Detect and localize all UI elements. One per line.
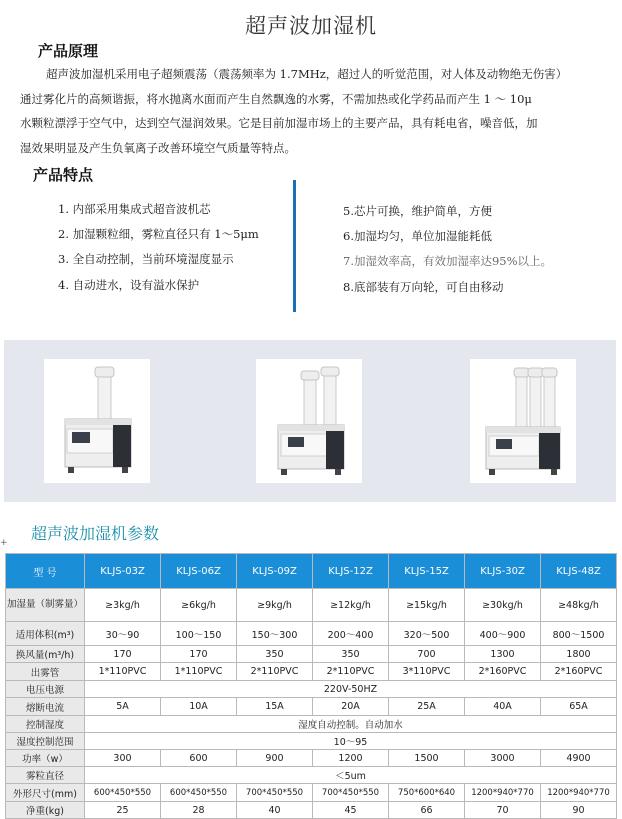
spec-cell: 900 xyxy=(237,750,313,767)
spec-cell: 800～1500 xyxy=(541,622,617,646)
spec-cell: 170 xyxy=(161,646,237,663)
spec-cell-merged: ＜5um xyxy=(85,767,617,784)
spec-row-label: 功率（w） xyxy=(6,750,85,767)
spec-cell: 3*110PVC xyxy=(389,663,465,681)
feature-item-5: 5.芯片可换，维护简单，方便 xyxy=(343,204,492,218)
spec-cell: 40A xyxy=(465,698,541,716)
table-move-handle[interactable]: + xyxy=(0,538,8,548)
principle-line: 湿效果明显及产生负氧离子改善环境空气质量等特点。 xyxy=(20,140,296,155)
spec-cell: 65A xyxy=(541,698,617,716)
feature-item-6: 6.加湿均匀，单位加湿能耗低 xyxy=(343,229,492,243)
spec-cell: 700*450*550 xyxy=(313,784,389,802)
spec-cell: 170 xyxy=(85,646,161,663)
spec-cell: 150～300 xyxy=(237,622,313,646)
feature-item-4: 4. 自动进水，设有溢水保护 xyxy=(58,278,200,292)
table-row xyxy=(6,622,617,646)
page-title: 超声波加湿机 xyxy=(245,14,377,38)
spec-cell: 2*110PVC xyxy=(313,663,389,681)
spec-cell: ≥9kg/h xyxy=(237,589,313,622)
feature-item-2: 2. 加湿颗粒细，雾粒直径只有 1～5μm xyxy=(58,227,259,241)
spec-cell: 10A xyxy=(161,698,237,716)
spec-cell: 90 xyxy=(541,802,617,819)
table-row xyxy=(6,733,617,750)
spec-cell: 4900 xyxy=(541,750,617,767)
spec-cell: 2*160PVC xyxy=(465,663,541,681)
spec-cell: 66 xyxy=(389,802,465,819)
spec-cell: 600*450*550 xyxy=(161,784,237,802)
spec-header-model: KLJS-09Z xyxy=(237,554,313,589)
feature-item-3: 3. 全自动控制，当前环境湿度显示 xyxy=(58,252,234,266)
spec-row-label: 加湿量（制雾量） xyxy=(6,589,85,622)
spec-row-label: 熔断电流 xyxy=(6,698,85,716)
spec-cell-merged: 10～95 xyxy=(85,733,617,750)
spec-header-row xyxy=(6,554,617,589)
features-heading: 产品特点 xyxy=(33,166,94,184)
table-row xyxy=(6,767,617,784)
humidifier-1-nozzle-image xyxy=(44,359,150,483)
spec-header-model: KLJS-03Z xyxy=(85,554,161,589)
feature-divider xyxy=(293,180,296,312)
spec-cell: 350 xyxy=(237,646,313,663)
table-row xyxy=(6,750,617,767)
spec-cell: 1200*940*770 xyxy=(541,784,617,802)
table-row xyxy=(6,716,617,733)
spec-cell: 2*160PVC xyxy=(541,663,617,681)
spec-header-model: KLJS-15Z xyxy=(389,554,465,589)
spec-cell: 1*110PVC xyxy=(85,663,161,681)
product-photo-single xyxy=(44,359,150,483)
spec-cell-merged: 湿度自动控制。自动加水 xyxy=(85,716,617,733)
spec-cell: 700 xyxy=(389,646,465,663)
spec-cell: 750*600*640 xyxy=(389,784,465,802)
spec-cell: ≥3kg/h xyxy=(85,589,161,622)
product-photo-double xyxy=(256,359,362,483)
spec-cell: 1800 xyxy=(541,646,617,663)
spec-cell: 2*110PVC xyxy=(237,663,313,681)
product-photo-triple xyxy=(470,359,576,483)
spec-cell: 1200*940*770 xyxy=(465,784,541,802)
spec-cell: 25 xyxy=(85,802,161,819)
table-row xyxy=(6,663,617,681)
principle-line: 通过雾化片的高频谐振，将水抛离水面而产生自然飘逸的水雾，不需加热或化学药品而产生 1 ～ 10μ xyxy=(20,91,532,106)
spec-cell: 15A xyxy=(237,698,313,716)
spec-row-label: 外形尺寸(mm) xyxy=(6,784,85,802)
table-row xyxy=(6,589,617,622)
spec-cell: ≥15kg/h xyxy=(389,589,465,622)
spec-row-label: 出雾管 xyxy=(6,663,85,681)
spec-cell: 30～90 xyxy=(85,622,161,646)
spec-cell: 100～150 xyxy=(161,622,237,646)
spec-cell: 40 xyxy=(237,802,313,819)
spec-cell: 3000 xyxy=(465,750,541,767)
spec-cell: 1500 xyxy=(389,750,465,767)
spec-row-label: 换风量(m³/h) xyxy=(6,646,85,663)
spec-row-label: 控制湿度 xyxy=(6,716,85,733)
feature-item-7: 7.加湿效率高，有效加湿率达95%以上。 xyxy=(343,254,553,268)
spec-cell: 600 xyxy=(161,750,237,767)
spec-row-label: 净重(kg) xyxy=(6,802,85,819)
spec-cell: 1200 xyxy=(313,750,389,767)
principle-line: 水颗粒漂浮于空气中，达到空气湿润效果。它是目前加湿市场上的主要产品，具有耗电省，噪音低，加 xyxy=(20,116,538,130)
humidifier-2-nozzle-image xyxy=(256,359,362,483)
spec-cell: 70 xyxy=(465,802,541,819)
table-row xyxy=(6,784,617,802)
spec-header-model: KLJS-30Z xyxy=(465,554,541,589)
spec-cell: ≥12kg/h xyxy=(313,589,389,622)
spec-row-label: 适用体积(m³) xyxy=(6,622,85,646)
spec-header-model: KLJS-06Z xyxy=(161,554,237,589)
spec-row-label: 雾粒直径 xyxy=(6,767,85,784)
principle-line: 超声波加湿机采用电子超频震荡（震荡频率为 1.7MHz，超过人的听觉范围，对人体及动物绝无伤害） xyxy=(46,67,568,81)
spec-cell: ≥30kg/h xyxy=(465,589,541,622)
feature-item-1: 1. 内部采用集成式超音波机芯 xyxy=(58,202,211,216)
spec-cell: 320～500 xyxy=(389,622,465,646)
spec-table-heading: 超声波加湿机参数 xyxy=(31,524,160,543)
spec-cell: 350 xyxy=(313,646,389,663)
spec-cell: 20A xyxy=(313,698,389,716)
table-row xyxy=(6,646,617,663)
spec-cell: 1*110PVC xyxy=(161,663,237,681)
spec-header-model: KLJS-12Z xyxy=(313,554,389,589)
spec-cell: 28 xyxy=(161,802,237,819)
spec-cell: ≥6kg/h xyxy=(161,589,237,622)
spec-header-model-label: 型 号 xyxy=(6,554,85,589)
feature-item-8: 8.底部装有万向轮，可自由移动 xyxy=(343,280,504,294)
spec-cell: 5A xyxy=(85,698,161,716)
spec-header-model: KLJS-48Z xyxy=(541,554,617,589)
spec-cell: 400～900 xyxy=(465,622,541,646)
spec-cell-merged: 220V-50HZ xyxy=(85,681,617,698)
table-row xyxy=(6,681,617,698)
spec-table xyxy=(5,553,617,819)
table-row xyxy=(6,802,617,819)
spec-cell: 700*450*550 xyxy=(237,784,313,802)
spec-cell: 45 xyxy=(313,802,389,819)
humidifier-3-nozzle-image xyxy=(470,359,576,483)
spec-row-label: 电压电源 xyxy=(6,681,85,698)
principle-heading: 产品原理 xyxy=(38,42,99,60)
spec-row-label: 湿度控制范围 xyxy=(6,733,85,750)
spec-cell: 25A xyxy=(389,698,465,716)
principle-paragraph xyxy=(20,62,600,160)
spec-cell: 300 xyxy=(85,750,161,767)
spec-cell: 600*450*550 xyxy=(85,784,161,802)
table-row xyxy=(6,698,617,716)
spec-cell: 200～400 xyxy=(313,622,389,646)
spec-cell: ≥48kg/h xyxy=(541,589,617,622)
spec-cell: 1300 xyxy=(465,646,541,663)
